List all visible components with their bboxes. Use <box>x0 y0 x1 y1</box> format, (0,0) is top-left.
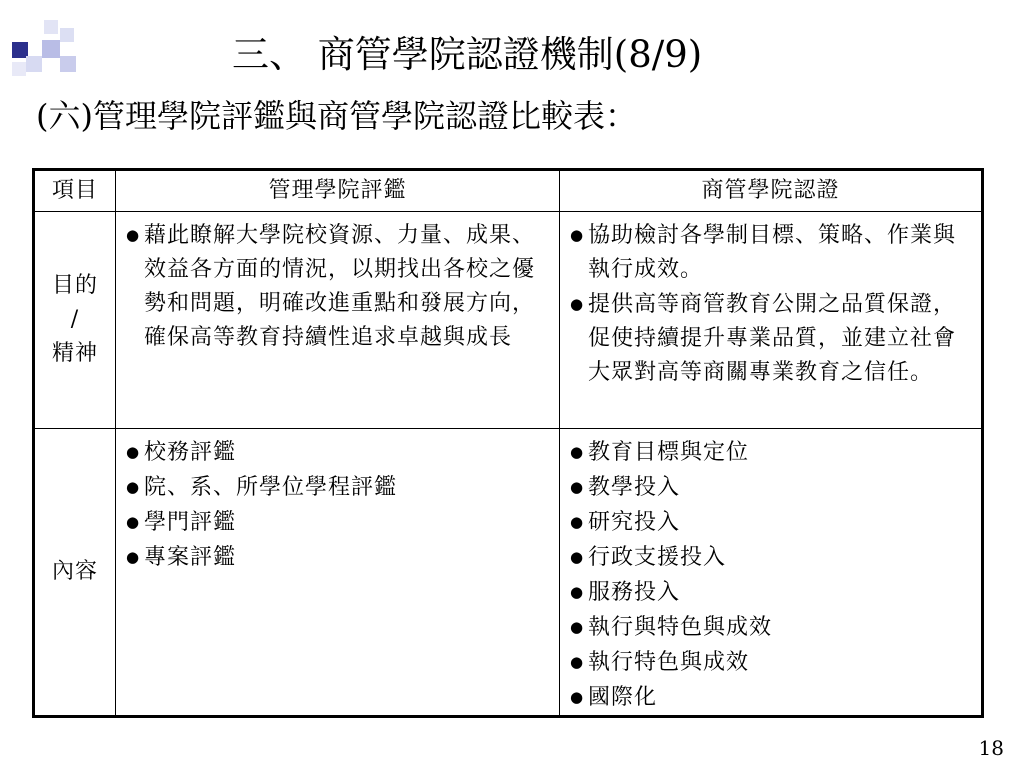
list-item-text: 學門評鑑 <box>144 510 237 535</box>
comparison-table <box>32 168 984 718</box>
list-item-text: 提供高等商管教育公開之品質保證，促使持續提升專業品質，並建立社會大眾對高等商關專業教育之信任。 <box>588 292 957 385</box>
list-item-text: 行政支援投入 <box>588 545 727 570</box>
content-accreditation-cell <box>560 429 983 717</box>
purpose-management-cell <box>116 212 560 429</box>
list-item <box>126 470 551 505</box>
list-item-text: 校務評鑑 <box>144 440 237 465</box>
list-item <box>570 540 973 575</box>
bullet-icon: ● <box>126 443 141 461</box>
purpose-accreditation-cell <box>560 212 983 429</box>
decor-square <box>44 20 58 34</box>
bullet-icon: ● <box>570 478 585 496</box>
list-item-text: 教育目標與定位 <box>588 440 750 465</box>
list-item-text: 協助檢討各學制目標、策略、作業與執行成效。 <box>588 223 957 282</box>
bullet-icon: ● <box>126 548 141 566</box>
bullet-icon: ● <box>126 513 141 531</box>
decor-square <box>60 28 74 42</box>
list-item-text: 執行與特色與成效 <box>588 615 773 640</box>
list-item <box>570 680 973 715</box>
list-item-text: 國際化 <box>588 685 658 710</box>
bullet-icon: ● <box>570 653 585 671</box>
bullet-icon: ● <box>570 548 585 566</box>
bullet-icon: ● <box>570 618 585 636</box>
bullet-icon: ● <box>570 295 585 313</box>
list-item <box>570 610 973 645</box>
list-item <box>570 575 973 610</box>
bullet-icon: ● <box>570 443 585 461</box>
list-item <box>126 505 551 540</box>
bullet-icon: ● <box>570 688 585 706</box>
decor-square <box>26 56 42 72</box>
row-label-content <box>34 429 116 717</box>
list-item-text: 專案評鑑 <box>144 545 237 570</box>
list-item-text: 教學投入 <box>588 475 681 500</box>
list-item <box>570 218 973 287</box>
bullet-icon: ● <box>126 226 141 244</box>
bullet-icon: ● <box>570 513 585 531</box>
list-item <box>570 287 973 390</box>
list-item-text: 院、系、所學位學程評鑑 <box>144 475 398 500</box>
list-item-text: 服務投入 <box>588 580 681 605</box>
row-label-purpose <box>34 212 116 429</box>
bullet-icon: ● <box>570 583 585 601</box>
table-row <box>34 429 983 717</box>
bullet-icon: ● <box>570 226 585 244</box>
list-item-text: 執行特色與成效 <box>588 650 750 675</box>
list-item <box>126 218 551 355</box>
page-number: 18 <box>978 736 1004 760</box>
list-item-text: 藉此瞭解大學院校資源、力量、成果、效益各方面的情況，以期找出各校之優勢和問題，明確改進重點和發展方向，確保高等教育持續性追求卓越與成長 <box>144 223 536 350</box>
header-business-accreditation: 商管學院認證 <box>560 170 983 212</box>
list-item <box>570 435 973 470</box>
bullet-icon: ● <box>126 478 141 496</box>
list-item <box>126 435 551 470</box>
list-item <box>570 645 973 680</box>
content-management-cell <box>116 429 560 717</box>
table-row <box>34 212 983 429</box>
row-label-line: 精神 <box>51 341 98 366</box>
slide-subtitle: (六)管理學院評鑑與商管學院認證比較表： <box>36 97 637 135</box>
decor-square <box>60 56 76 72</box>
slide-title: 三、 商管學院認證機制(8/9) <box>232 33 703 76</box>
decor-square <box>12 62 26 76</box>
table-header-row <box>34 170 983 212</box>
header-management-evaluation: 管理學院評鑑 <box>116 170 560 212</box>
decor-square <box>42 40 60 58</box>
list-item-text: 研究投入 <box>588 510 681 535</box>
header-item: 項目 <box>34 170 116 212</box>
list-item <box>570 505 973 540</box>
row-label-line: 目的 <box>51 273 98 298</box>
row-label-line: 內容 <box>51 559 98 584</box>
row-label-line: / <box>70 307 80 332</box>
list-item <box>570 470 973 505</box>
list-item <box>126 540 551 575</box>
